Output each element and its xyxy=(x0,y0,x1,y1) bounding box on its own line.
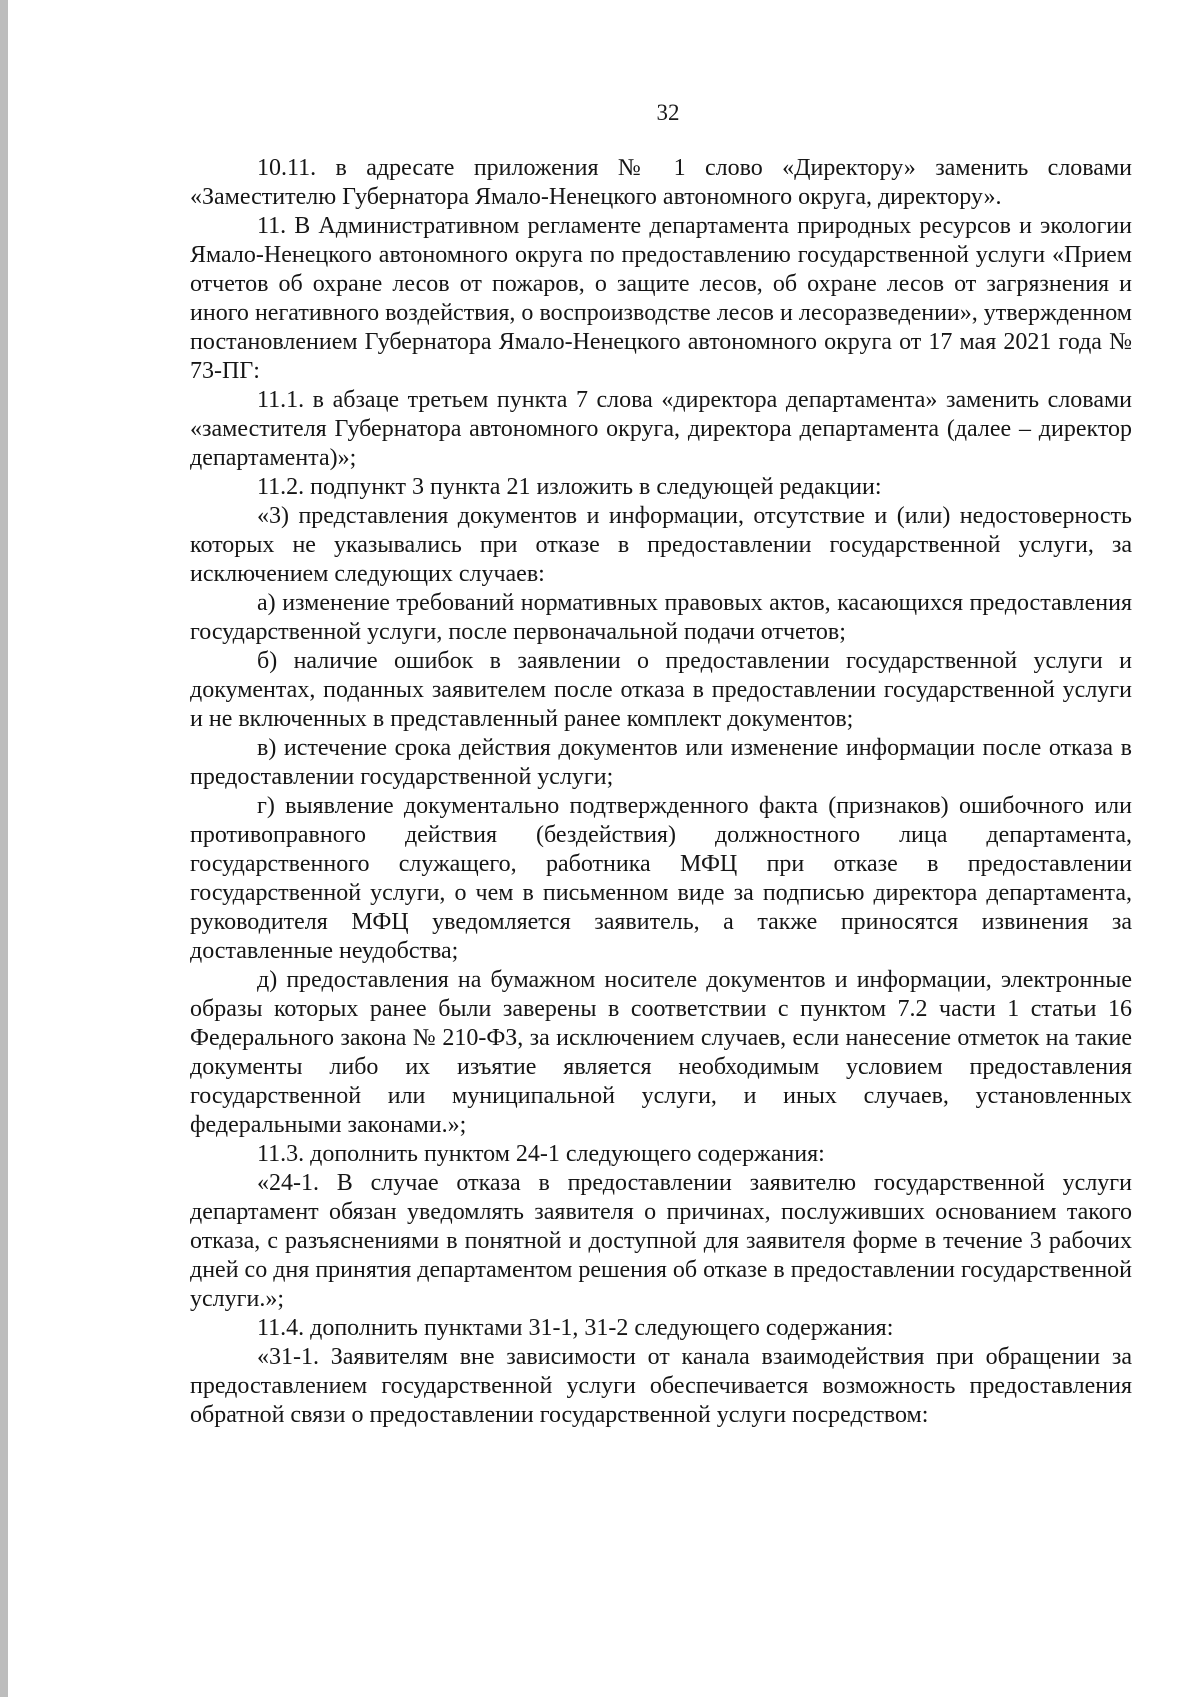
paragraph-11: 11. В Административном регламенте департамента природных ресурсов и экологии Ямало-Ненецкого автономного округа по предоставлению государственной услуги «Прием отчетов об охране лесов от пожаров, о защите лесов, об охране лесов от загрязнения и иного негативного воздействия, о воспроизводстве лесов и лесоразведении», утвержденном постановлением Губернатора Ямало-Ненецкого автономного округа от 17 мая 2021 года № 73-ПГ: xyxy=(190,213,1132,384)
paragraph-31-1: «31-1. Заявителям вне зависимости от канала взаимодействия при обращении за предоставлением государственной услуги обеспечивается возможность предоставления обратной связи о предоставлении государственной услуги посредством: xyxy=(190,1344,1132,1428)
paragraph-subitem-v: в) истечение срока действия документов или изменение информации после отказа в предоставлении государственной услуги; xyxy=(190,735,1132,790)
paragraph-24-1: «24-1. В случае отказа в предоставлении заявителю государственной услуги департамент обязан уведомлять заявителя о причинах, послуживших основанием такого отказа, с разъяснениями в понятной и доступной для заявителя форме в течение 3 рабочих дней со дня принятия департаментом решения об отказе в предоставлении государственной услуги.»; xyxy=(190,1170,1132,1312)
paragraph-subitem-b: б) наличие ошибок в заявлении о предоставлении государственной услуги и документах, поданных заявителем после отказа в предоставлении государственной услуги и не включенных в представленный ранее комплект документов; xyxy=(190,648,1132,732)
paragraph-11-3: 11.3. дополнить пунктом 24-1 следующего содержания: xyxy=(257,1141,825,1167)
paragraph-11-4: 11.4. дополнить пунктами 31-1, 31-2 следующего содержания: xyxy=(257,1315,894,1341)
page-number: 32 xyxy=(656,100,680,125)
paragraph-10-11: 10.11. в адресате приложения № 1 слово «Директору» заменить словами «Заместителю Губернатора Ямало-Ненецкого автономного округа, директору». xyxy=(190,155,1132,210)
paragraph-11-2: 11.2. подпункт 3 пункта 21 изложить в следующей редакции: xyxy=(257,474,882,500)
page-left-edge xyxy=(0,0,8,1697)
document-page xyxy=(8,0,1200,1697)
paragraph-subitem-3: «3) представления документов и информации, отсутствие и (или) недостоверность которых не указывались при отказе в предоставлении государственной услуги, за исключением следующих случаев: xyxy=(190,503,1132,587)
paragraph-subitem-d: д) предоставления на бумажном носителе документов и информации, электронные образы которых ранее были заверены в соответствии с пунктом 7.2 части 1 статьи 16 Федерального закона № 210-ФЗ, за исключением случаев, если нанесение отметок на такие документы либо их изъятие является необходимым условием предоставления государственной или муниципальной услуги, и иных случаев, установленных федеральными законами.»; xyxy=(190,967,1132,1138)
paragraph-subitem-a: а) изменение требований нормативных правовых актов, касающихся предоставления государственной услуги, после первоначальной подачи отчетов; xyxy=(190,590,1132,645)
paragraph-11-1: 11.1. в абзаце третьем пункта 7 слова «директора департамента» заменить словами «заместителя Губернатора автономного округа, директора департамента (далее – директор департамента)»; xyxy=(190,387,1132,471)
document-body xyxy=(190,154,1132,1430)
paragraph-subitem-g: г) выявление документально подтвержденного факта (признаков) ошибочного или противоправного действия (бездействия) должностного лица департамента, государственного служащего, работника МФЦ при отказе в предоставлении государственной услуги, о чем в письменном виде за подписью директора департамента, руководителя МФЦ уведомляется заявитель, а также приносятся извинения за доставленные неудобства; xyxy=(190,793,1132,964)
